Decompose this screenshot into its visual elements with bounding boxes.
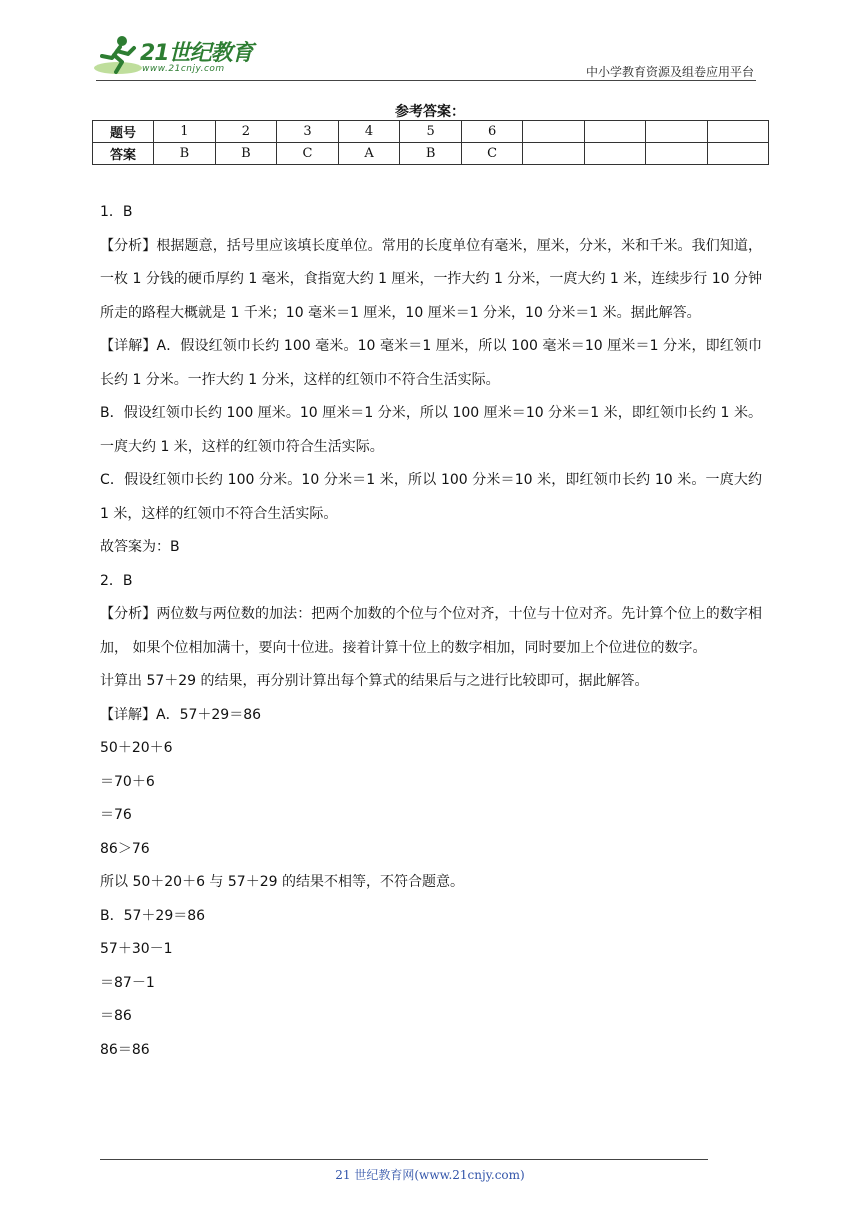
header-divider	[96, 80, 756, 81]
question-number-cell	[523, 121, 584, 143]
answer-cell: B	[400, 143, 462, 165]
answer-cell: A	[338, 143, 400, 165]
answer-line: 2．B	[100, 572, 133, 589]
option-line: B．57＋29＝86	[100, 907, 206, 924]
equation-line: ＝70＋6	[100, 773, 155, 790]
question-number-cell: 2	[215, 121, 277, 143]
footer-divider	[100, 1159, 708, 1160]
row-header-answer: 答案	[93, 143, 154, 165]
question-number-cell: 6	[461, 121, 523, 143]
answer-cell	[646, 143, 707, 165]
equation-line: ＝86	[100, 1008, 132, 1024]
question-number-cell	[646, 121, 707, 143]
site-logo[interactable]	[92, 34, 262, 80]
answer-cell	[523, 143, 584, 165]
logo-text: 21世纪教育	[140, 41, 253, 66]
question-number-cell: 3	[277, 121, 339, 143]
equation-line: 57＋30－1	[100, 941, 173, 957]
equation-line: ＝87－1	[100, 974, 155, 991]
option-paragraph: B．假设红领巾长约 100 厘米。10 厘米＝1 分米，所以 100 厘米＝10 分米＝1 米，即红领巾长约 1 米。一庹大约 1 米，这样的红领巾符合生活实际。	[100, 405, 762, 455]
answer-cell: B	[215, 143, 277, 165]
text-line: 所以 50＋20＋6 与 57＋29 的结果不相等，不符合题意。	[100, 874, 464, 890]
conclusion-line: 故答案为：B	[100, 539, 180, 555]
solution-body	[100, 196, 762, 1067]
runner-logo-icon	[92, 34, 142, 78]
equation-line: 86＝86	[100, 1041, 150, 1058]
page-header	[0, 0, 860, 90]
question-number-cell: 5	[400, 121, 462, 143]
question-number-cell: 4	[338, 121, 400, 143]
answer-cell: C	[461, 143, 523, 165]
detail-paragraph: 【详解】A．假设红领巾长约 100 毫米。10 毫米＝1 厘米，所以 100 毫米＝10 厘米＝1 分米，即红领巾长约 1 分米。一拃大约 1 分米，这样的红领巾不符合生活实际。	[100, 338, 762, 388]
question-number-cell: 1	[154, 121, 216, 143]
answer-line: 1．B	[100, 204, 133, 220]
footer-link[interactable]: 21 世纪教育网(www.21cnjy.com)	[335, 1168, 525, 1182]
logo-url: www.21cnjy.com	[142, 64, 225, 74]
table-row	[93, 143, 769, 165]
platform-name: 中小学教育资源及组卷应用平台	[585, 65, 754, 79]
table-row	[93, 121, 769, 143]
detail-line: 【详解】A．57＋29＝86	[100, 706, 262, 723]
answer-cell	[584, 143, 645, 165]
answer-key-title: 参考答案：	[395, 104, 465, 120]
equation-line: ＝76	[100, 807, 132, 823]
answer-cell: B	[154, 143, 216, 165]
analysis-paragraph: 【分析】根据题意，括号里应该填长度单位。常用的长度单位有毫米，厘米，分米，米和千米。我们知道，一枚 1 分钱的硬币厚约 1 毫米，食指宽大约 1 厘米，一拃大约 1 分米，一庹大约 1 米，连续步行 10 分钟所走的路程大概就是 1 千米；10 毫米＝1 厘米，10 厘米＝1 分米，10 分米＝1 米。据此解答。	[100, 237, 762, 321]
answer-cell: C	[277, 143, 339, 165]
text-line: 计算出 57＋29 的结果，再分别计算出每个算式的结果后与之进行比较即可，据此解答。	[100, 673, 649, 689]
question-number-cell	[584, 121, 645, 143]
equation-line: 50＋20＋6	[100, 740, 173, 756]
answer-cell	[707, 143, 768, 165]
analysis-paragraph: 【分析】两位数与两位数的加法：把两个加数的个位与个位对齐，十位与十位对齐。先计算个位上的数字相加， 如果个位相加满十，要向十位进。接着计算十位上的数字相加，同时要加上个位进位的数字。	[100, 606, 762, 656]
question-number-cell	[707, 121, 768, 143]
row-header-number: 题号	[93, 121, 154, 143]
equation-line: 86＞76	[100, 840, 150, 857]
option-paragraph: C．假设红领巾长约 100 分米。10 分米＝1 米，所以 100 分米＝10 米，即红领巾长约 10 米。一庹大约 1 米，这样的红领巾不符合生活实际。	[100, 472, 762, 522]
answer-key-table	[92, 120, 769, 165]
